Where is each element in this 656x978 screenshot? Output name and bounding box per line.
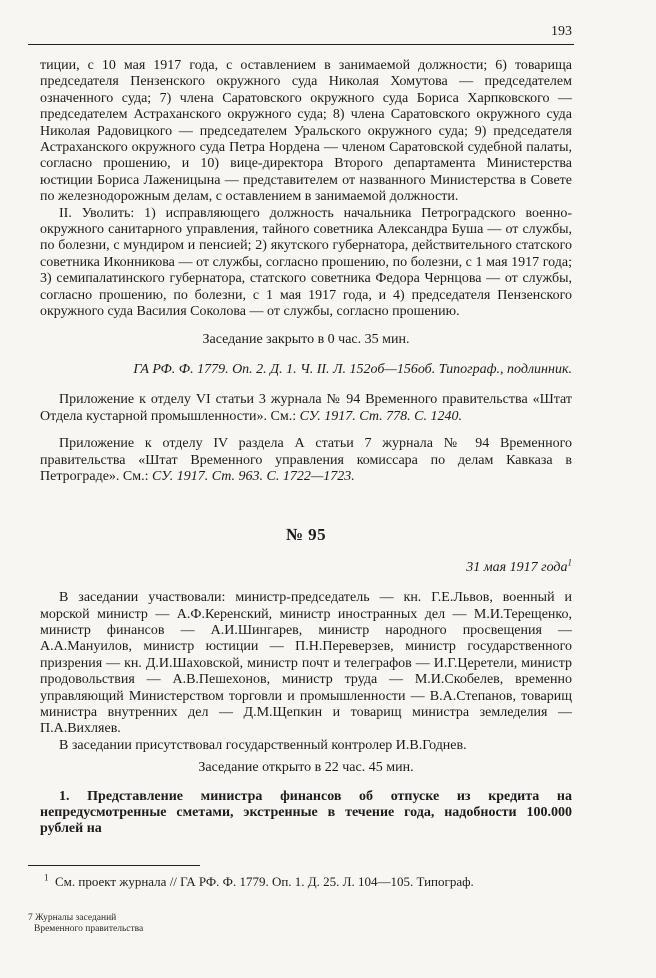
printer-signature [28,913,143,934]
appendix-note-2 [40,436,572,485]
document-date [40,557,572,576]
footnote-text: См. проект журнала // ГА РФ. Ф. 1779. Оп. 1. Д. 25. Л. 104—105. Типограф. [55,874,474,889]
header-rule [28,44,574,45]
appendix-2-ref: СУ. 1917. Ст. 963. С. 1722—1723. [152,468,355,484]
signature-line-1: Журналы заседаний [35,913,117,923]
session-closed: Заседание закрыто в 0 час. 35 мин. [202,331,410,347]
archive-source: ГА РФ. Ф. 1779. Оп. 2. Д. 1. Ч. II. Л. 152об—156об. Типограф., подлинник. [133,361,572,377]
footnote-number: 1 [44,872,49,883]
present-paragraph: В заседании присутствовал государственный контролер И.В.Годнев. [59,737,467,753]
appendix-note-1 [40,392,572,425]
appendix-2-text: Приложение к отделу IV раздела А статьи 7 журнала № 94 Временного правительства «Штат Временного управления комиссара по делам Кавказа в Петрограде». См.: [40,436,572,484]
footnote-rule [28,865,200,866]
dismissal-paragraph: II. Уволить: 1) исправляющего должность начальника Петроградского военно-окружного санитарного управления, тайного советника Александра Буша — от службы, по болезни, с мундиром и пенсией; 2) якутского губернатора, действительного статского советника Иконникова — от службы, согласно прошению, по болезни, с 1 мая 1917 года; 3) семипалатинского губернатора, статского советника Федора Чернцова — от службы, согласно прошению, по болезни, с 1 мая 1917 года, и 4) председателя Пензенского окружного суда Василия Соколова — от службы, согласно прошению. [40,205,572,320]
appendix-1-ref: СУ. 1917. Ст. 778. С. 1240. [299,408,462,424]
session-opened: Заседание открыто в 22 час. 45 мин. [198,760,414,776]
footnote [44,874,574,890]
main-text [40,58,572,838]
page-number: 193 [551,24,572,39]
participants-paragraph: В заседании участвовали: министр-председатель — кн. Г.Е.Львов, военный и морской министр — А.Ф.Керенский, министр иностранных дел — М.И.Терещенко, министр финансов — А.И.Шингарев, министр народного просвещения — А.А.Мануилов, министр юстиции — П.Н.Переверзев, министр государственного призрения — кн. Д.И.Шаховской, министр почт и телеграфов — И.Г.Церетели, министр продовольствия — А.В.Пешехонов, министр труда — М.И.Скобелев, временно управляющий Министерством торговли и промышленности — В.А.Степанов, товарищ министра внутренних дел — Д.М.Щепкин и товарищ министра земледелия — П.А.Вихляев. [40,590,572,737]
signature-number: 7 [28,913,33,923]
signature-line-2: Временного правительства [34,923,144,934]
date-text: 31 мая 1917 года [466,559,568,575]
appendix-1-text: Приложение к отделу VI статьи 3 журнала № 94 Временного правительства «Штат Отдела кустарной промышленности». См.: [40,392,572,424]
footnote-marker: 1 [567,557,572,568]
document-number: № 95 [285,525,327,545]
continuation-paragraph: тиции, с 10 мая 1917 года, с оставлением в занимаемой должности; 6) товарища председателя Пензенского окружного суда Николая Хомутова — председателем означенного суда; 7) члена Саратовского окружного суда Бориса Харпковского — председателем Астраханского окружного суда; 8) члена Саратовского окружного суда Николая Радовицкого — председателем Уральского окружного суда; 9) председателя Астраханского окружного суда Петра Нордена — членом Саратовской судебной палаты, согласно прошению, и 10) вице-директора Второго департамента Министерства юстиции Бориса Лаженицына — представителем от названного Министерства в Совете по железнодорожным делам, с оставлением в занимаемой должности. [40,58,572,205]
item-1-heading: 1. Представление министра финансов об отпуске из кредита на непредусмотренные сметами, экстренные в течение года, надобности 100.000 рублей на [40,788,572,837]
